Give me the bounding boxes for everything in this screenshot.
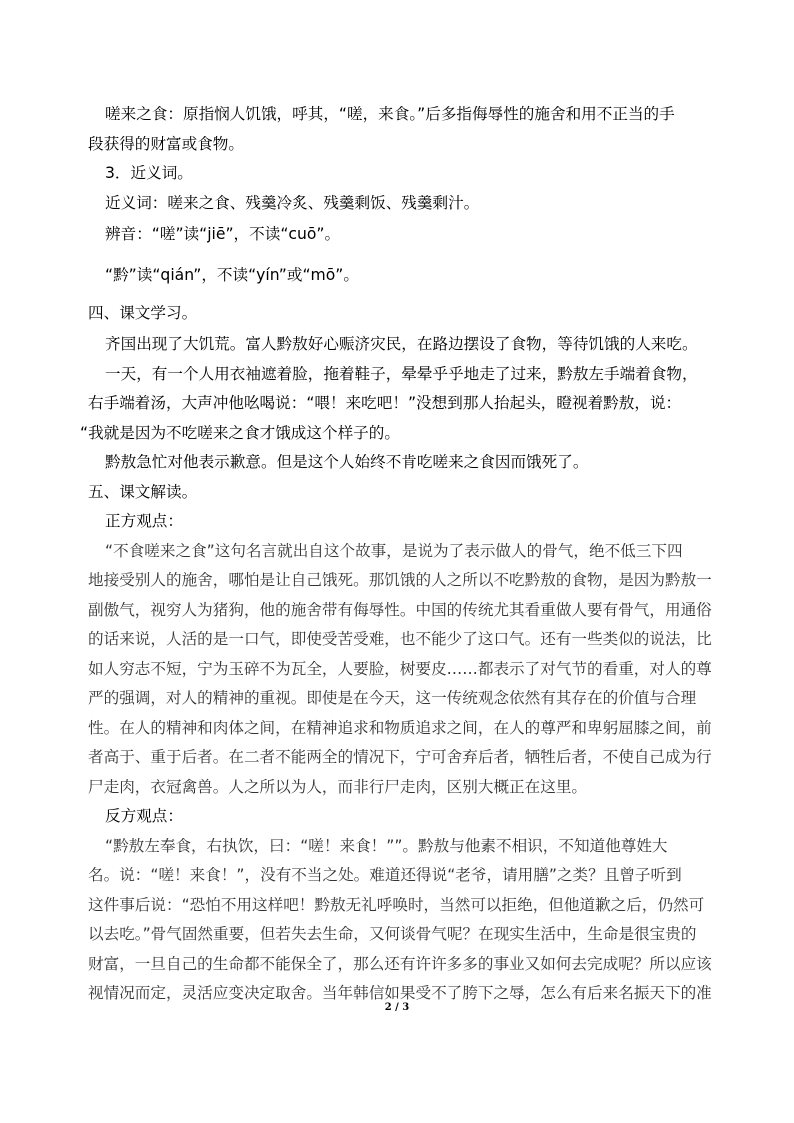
paragraph-line: 副傲气，视穷人为猪狗，他的施舍带有侮辱性。中国的传统尤其看重做人要有骨气，用通俗 — [88, 601, 712, 619]
paragraph-line: 财富，一旦自己的生命都不能保全了，那么还有许许多多的事业又如何去完成呢？所以应该 — [88, 955, 712, 973]
subheading: 正方观点： — [105, 512, 183, 530]
paragraph-line: 以去吃。”骨气固然重要，但若失去生命，又何谈骨气呢？在现实生活中，生命是很宝贵的 — [88, 925, 697, 943]
paragraph-line: “黔敖左奉食，右执饮，曰：“嗟！来食！””。黔敖与他素不相识，不知道他尊姓大 — [105, 837, 668, 855]
paragraph-line: 一天，有一个人用衣袖遮着脸，拖着鞋子，晕晕乎乎地走了过来，黔敖左手端着食物， — [105, 365, 698, 383]
paragraph-line: 如人穷志不短，宁为玉碎不为瓦全，人要脸，树要皮……都表示了对气节的看重，对人的尊 — [88, 660, 712, 678]
paragraph-line: 近义词：嗟来之食、残羹冷炙、残羹剩饭、残羹剩汁。 — [105, 194, 480, 212]
paragraph-line: 性。在人的精神和肉体之间，在精神追求和物质追求之间，在人的尊严和卑躬屈膝之间，前 — [88, 719, 712, 737]
paragraph-line: 辨音：“嗟”读“jiē”，不读“cuō”。 — [105, 225, 341, 243]
paragraph-line: “黔”读“qián”，不读“yín”或“mō”。 — [105, 266, 359, 284]
page-number: 2 / 3 — [384, 1002, 410, 1013]
paragraph-line: 段获得的财富或食物。 — [88, 135, 244, 153]
paragraph-line: 视情况而定，灵活应变决定取舍。当年韩信如果受不了胯下之辱，怎么有后来名振天下的准 — [88, 984, 712, 1002]
paragraph-line: 严的强调，对人的精神的重视。即使是在今天，这一传统观念依然有其存在的价值与合理 — [88, 689, 697, 707]
paragraph-line: 的话来说，人活的是一口气，即使受苦受难，也不能少了这口气。还有一些类似的说法，比 — [88, 630, 712, 648]
paragraph-line: 右手端着汤，大声冲他吆喝说：“喂！来吃吧！”没想到那人抬起头，瞪视着黔敖，说： — [88, 394, 682, 412]
paragraph-line: 名。说：“嗟！来食！”，没有不当之处。难道还得说“老爷，请用膳”之类？且曾子听到 — [88, 866, 682, 884]
paragraph-line: 地接受别人的施舍，哪怕是让自己饿死。那饥饿的人之所以不吃黔敖的食物，是因为黔敖一 — [88, 571, 712, 589]
section-heading: 3．近义词。 — [105, 164, 193, 182]
paragraph-line: 这件事后说：“恐怕不用这样吧！黔敖无礼呼唤时，当然可以拒绝，但他道歉之后，仍然可 — [88, 896, 705, 914]
paragraph-line: 嗟来之食：原指悯人饥饿，呼其，“嗟，来食。”后多指侮辱性的施舍和用不正当的手 — [105, 105, 675, 123]
paragraph-line: “不食嗟来之食”这句名言就出自这个故事，是说为了表示做人的骨气，绝不低三下四 — [105, 542, 683, 560]
paragraph-line: 者高于、重于后者。在二者不能两全的情况下，宁可舍弃后者，牺牲后者，不使自己成为行 — [88, 748, 712, 766]
section-heading: 五、课文解读。 — [88, 483, 198, 501]
paragraph-line: “我就是因为不吃嗟来之食才饿成这个样子的。 — [80, 424, 400, 442]
paragraph-line: 黔敖急忙对他表示歉意。但是这个人始终不肯吃嗟来之食因而饿死了。 — [105, 453, 589, 471]
section-heading: 四、课文学习。 — [88, 304, 198, 322]
paragraph-line: 尸走肉，衣冠禽兽。人之所以为人，而非行尸走肉，区别大概正在这里。 — [88, 778, 588, 796]
subheading: 反方观点： — [105, 807, 183, 825]
paragraph-line: 齐国出现了大饥荒。富人黔敖好心赈济灾民，在路边摆设了食物，等待饥饿的人来吃。 — [105, 335, 698, 353]
